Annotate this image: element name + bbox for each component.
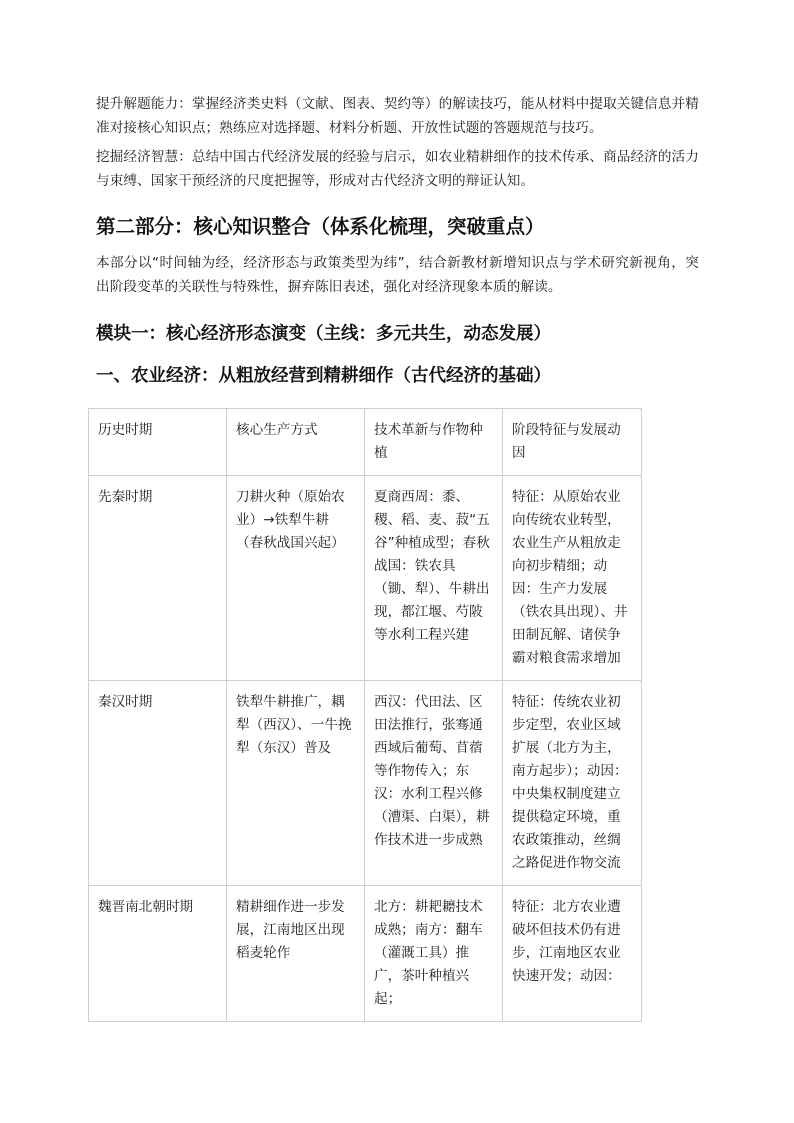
cell-feature: 特征：传统农业初步定型，农业区域扩展（北方为主，南方起步）；动因：中央集权制度建立提供稳定环境，重农政策推动，丝绸之路促进作物交流 xyxy=(503,681,642,886)
part2-description: 本部分以“时间轴为经，经济形态与政策类型为纬”，结合新教材新增知识点与学术研究新视角，突出阶段变革的关联性与特殊性，摒弃陈旧表述，强化对经济现象本质的解读。 xyxy=(96,255,699,295)
header-cell-tech: 技术革新与作物种植 xyxy=(365,409,503,476)
cell-period: 秦汉时期 xyxy=(89,681,227,886)
header-cell-period: 历史时期 xyxy=(89,409,227,476)
part2-heading: 第二部分：核心知识整合（体系化梳理，突破重点） xyxy=(96,215,545,238)
cell-feature: 特征：从原始农业向传统农业转型，农业生产从粗放走向初步精细；动因：生产力发展（铁农具出现）、井田制瓦解、诸侯争霸对粮食需求增加 xyxy=(503,476,642,681)
table-row xyxy=(89,681,642,886)
section1-heading: 一、农业经济：从粗放经营到精耕细作（古代经济的基础） xyxy=(96,366,551,386)
intro-paragraph-2: 挖掘经济智慧：总结中国古代经济发展的经验与启示，如农业精耕细作的技术传承、商品经济的活力与束缚、国家干预经济的尺度把握等，形成对古代经济文明的辩证认知。 xyxy=(96,149,699,189)
cell-period: 先秦时期 xyxy=(89,476,227,681)
table-row xyxy=(89,476,642,681)
module1-heading: 模块一：核心经济形态演变（主线：多元共生，动态发展） xyxy=(96,324,551,344)
cell-feature: 特征：北方农业遭破坏但技术仍有进步，江南地区农业快速开发；动因： xyxy=(503,886,642,1022)
table-row xyxy=(89,886,642,1022)
cell-mode: 刀耕火种（原始农业）→铁犁牛耕（春秋战国兴起） xyxy=(227,476,365,681)
document-page xyxy=(96,92,699,393)
cell-tech: 西汉：代田法、区田法推行，张骞通西域后葡萄、苜蓿等作物传入；东汉：水利工程兴修（漕渠、白渠），耕作技术进一步成熟 xyxy=(365,681,503,886)
header-cell-mode: 核心生产方式 xyxy=(227,409,365,476)
table-header-row xyxy=(89,409,642,476)
cell-tech: 夏商西周：黍、稷、稻、麦、菽“五谷”种植成型；春秋战国：铁农具（锄、犁）、牛耕出现，都江堰、芍陂等水利工程兴建 xyxy=(365,476,503,681)
cell-mode: 铁犁牛耕推广，耦犁（西汉）、一牛挽犁（东汉）普及 xyxy=(227,681,365,886)
cell-period: 魏晋南北朝时期 xyxy=(89,886,227,1022)
intro-paragraph-1: 提升解题能力：掌握经济类史料（文献、图表、契约等）的解读技巧，能从材料中提取关键信息并精准对接核心知识点；熟练应对选择题、材料分析题、开放性试题的答题规范与技巧。 xyxy=(96,96,699,136)
header-cell-feature: 阶段特征与发展动因 xyxy=(503,409,642,476)
cell-mode: 精耕细作进一步发展，江南地区出现稻麦轮作 xyxy=(227,886,365,1022)
cell-tech: 北方：耕耙耱技术成熟；南方：翻车（灌溉工具）推广，茶叶种植兴起； xyxy=(365,886,503,1022)
agriculture-table xyxy=(88,408,642,1022)
